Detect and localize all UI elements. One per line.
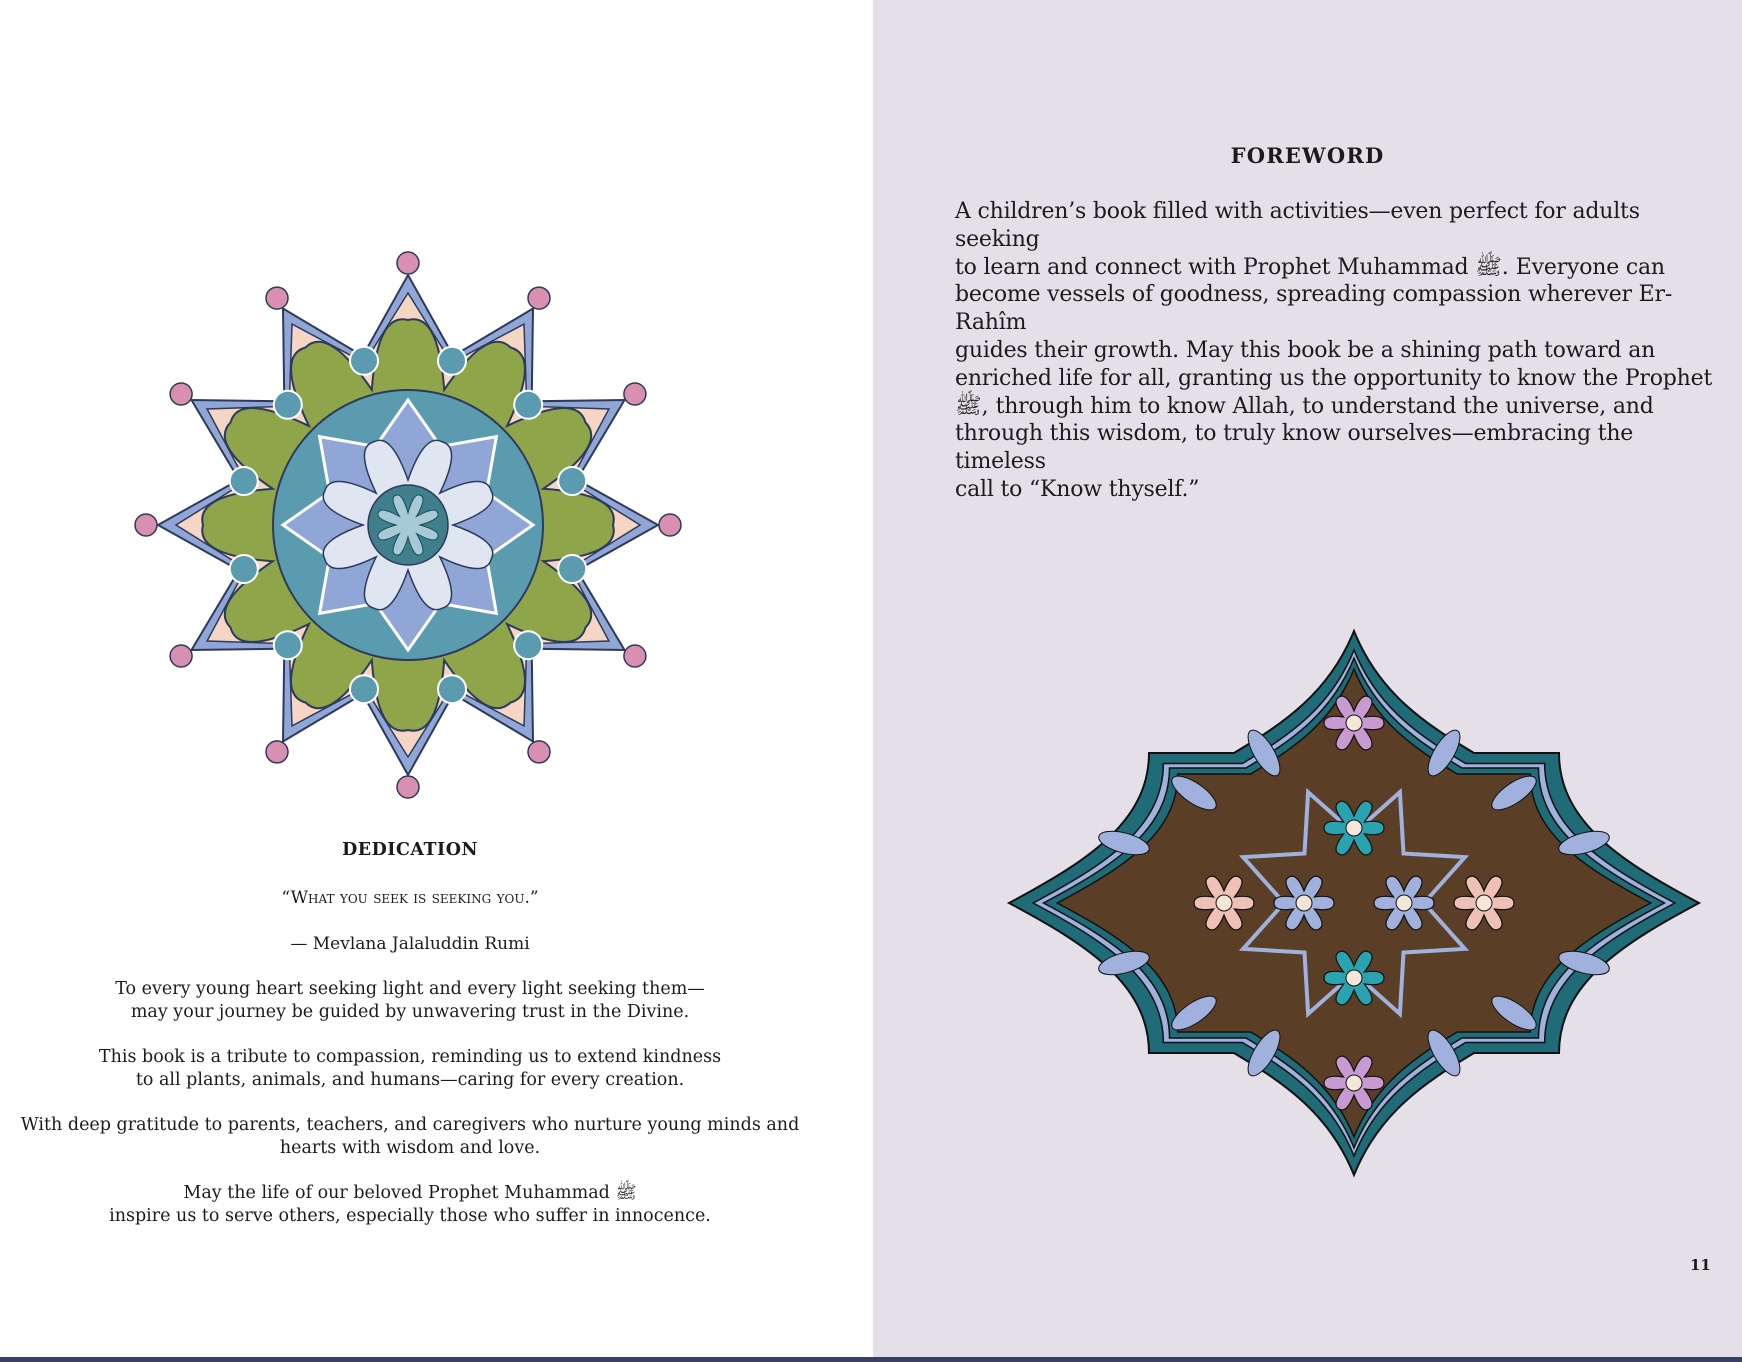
mandala-bud — [528, 741, 550, 763]
mandala-flower — [514, 391, 542, 419]
page-number: 11 — [1690, 1256, 1711, 1274]
foreword-body — [955, 198, 1725, 504]
mandala-bud — [170, 645, 192, 667]
dedication-line: may your journey be guided by unwavering trust in the Divine. — [130, 1002, 690, 1022]
floral-medallion-ornament — [1003, 624, 1705, 1182]
mandala-bud — [266, 287, 288, 309]
mandala-bud — [659, 514, 681, 536]
bottom-band — [0, 1357, 1742, 1362]
mandala-flower — [274, 631, 302, 659]
medallion-svg — [1003, 624, 1705, 1182]
mandala-bud — [170, 383, 192, 405]
foreword-line: enriched life for all, granting us the opportunity to know the Prophet — [955, 365, 1713, 391]
star-mandala-ornament — [128, 245, 688, 805]
medallion-flower-center — [1396, 895, 1412, 911]
medallion-flower-center — [1216, 895, 1232, 911]
dedication-line: This book is a tribute to compassion, reminding us to extend kindness — [98, 1047, 722, 1067]
mandala-flower — [438, 347, 466, 375]
foreword-line: A children’s book filled with activities—even perfect for adults seeking — [955, 199, 1640, 252]
foreword-line: become vessels of goodness, spreading compassion wherever Er-Rahîm — [955, 282, 1673, 336]
mandala-bud — [397, 252, 419, 274]
dedication-paragraph — [0, 978, 820, 1024]
dedication-line: hearts with wisdom and love. — [279, 1138, 541, 1158]
mandala-svg — [128, 245, 688, 805]
mandala-flower — [438, 675, 466, 703]
mandala-flower — [350, 675, 378, 703]
mandala-flower — [230, 555, 258, 583]
medallion-flower-center — [1346, 820, 1362, 836]
mandala-flower — [230, 467, 258, 495]
mandala-flower — [350, 347, 378, 375]
medallion-field — [1057, 669, 1650, 1137]
dedication-line: inspire us to serve others, especially those who suffer in innocence. — [109, 1206, 711, 1226]
mandala-bud — [624, 645, 646, 667]
mandala-flower — [558, 555, 586, 583]
dedication-section — [0, 840, 820, 1250]
mandala-flower — [274, 391, 302, 419]
dedication-paragraph — [0, 1046, 820, 1092]
mandala-bud — [266, 741, 288, 763]
rumi-quote: “What you seek is seeking you.” — [281, 888, 539, 908]
dedication-title: DEDICATION — [342, 840, 478, 860]
mandala-bud — [528, 287, 550, 309]
quote-attribution: — Mevlana Jalaluddin Rumi — [290, 934, 530, 954]
foreword-title: FOREWORD — [1230, 143, 1385, 168]
medallion-flower-center — [1346, 1075, 1362, 1091]
foreword-line: to learn and connect with Prophet Muhammad ﷺ. Everyone can — [955, 254, 1665, 280]
mandala-bud — [135, 514, 157, 536]
foreword-line: ﷺ, through him to know Allah, to understand the universe, and — [955, 393, 1654, 419]
dedication-paragraph — [0, 1182, 820, 1228]
medallion-flower-center — [1476, 895, 1492, 911]
medallion-flower-center — [1346, 970, 1362, 986]
mandala-bud — [624, 383, 646, 405]
foreword-line: guides their growth. May this book be a shining path toward an — [955, 337, 1656, 363]
dedication-line: to all plants, animals, and humans—caring for every creation. — [135, 1070, 685, 1090]
foreword-line: through this wisdom, to truly know ourselves—embracing the timeless — [955, 421, 1634, 475]
foreword-line: call to “Know thyself.” — [955, 476, 1200, 502]
dedication-line: With deep gratitude to parents, teachers, and caregivers who nurture young minds and — [20, 1115, 800, 1135]
mandala-bud — [397, 776, 419, 798]
dedication-paragraph — [0, 1114, 820, 1160]
medallion-flower-center — [1346, 715, 1362, 731]
mandala-flower — [514, 631, 542, 659]
mandala-flower — [558, 467, 586, 495]
dedication-line: May the life of our beloved Prophet Muhammad ﷺ — [183, 1183, 637, 1203]
medallion-flower-center — [1296, 895, 1312, 911]
dedication-line: To every young heart seeking light and every light seeking them— — [115, 979, 705, 999]
